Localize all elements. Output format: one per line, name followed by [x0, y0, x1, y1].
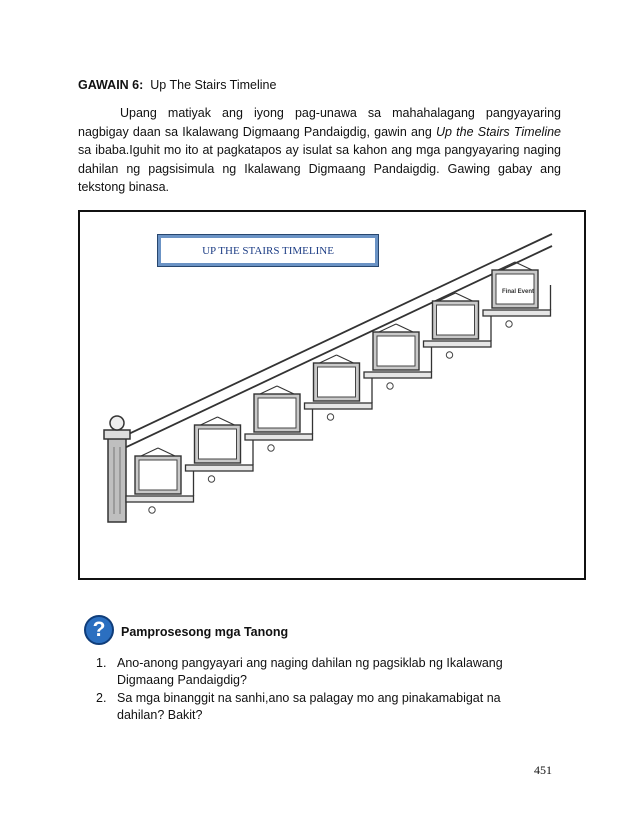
activity-title: Up The Stairs Timeline [150, 78, 277, 92]
stairs-timeline-figure [78, 210, 586, 580]
step-tread [305, 403, 373, 409]
activity-label: GAWAIN 6: [78, 78, 144, 92]
instructions-paragraph [78, 104, 561, 197]
step-marker [208, 476, 214, 482]
question-number: 1. [96, 656, 107, 670]
timeline-frame [195, 417, 241, 463]
step-marker [446, 352, 452, 358]
step-marker [506, 321, 512, 327]
instructions-emphasis: Up the Stairs Timeline [436, 124, 561, 139]
step-marker [327, 414, 333, 420]
timeline-title-box [157, 234, 379, 267]
step-marker [268, 445, 274, 451]
step-tread [126, 496, 194, 502]
step-tread [245, 434, 313, 440]
step-marker [149, 507, 155, 513]
question-text: Sa mga binanggit na sanhi,ano sa palagay mo ang pinakamabigat na dahilan? Bakit? [117, 691, 501, 722]
step-tread [424, 341, 492, 347]
timeline-frame [135, 448, 181, 494]
timeline-title: UP THE STAIRS TIMELINE [161, 238, 375, 263]
instructions-text-2: sa ibaba.Iguhit mo ito at pagkatapos ay isulat sa kahon ang mga pangyayaring naging dahilan ng pagsisimula ng Ikalawang Digmaang Pandaigdig. Gawing gabay ang tekstong binasa. [78, 143, 561, 194]
question-item [96, 690, 536, 724]
page-number: 451 [534, 763, 552, 777]
timeline-frames [135, 262, 538, 494]
questions-heading: Pamprosesong mga Tanong [121, 625, 289, 639]
instructions-text-1: Upang matiyak ang iyong pag-unawa sa mahahalagang pangyayaring nagbigay daan sa Ikalawang Digmaang Pandaigdig, gawin ang [78, 106, 561, 139]
final-event-frame [492, 262, 538, 308]
activity-heading [78, 78, 276, 92]
step-tread [186, 465, 254, 471]
newel-post [104, 416, 130, 522]
step-tread [364, 372, 432, 378]
step-marker [387, 383, 393, 389]
question-text: Ano-anong pangyayari ang naging dahilan ng pagsiklab ng Ikalawang Digmaang Pandaigdig? [117, 656, 503, 687]
step-tread [483, 310, 551, 316]
question-list [96, 655, 536, 725]
timeline-frame [254, 386, 300, 432]
timeline-frame [373, 324, 419, 370]
final-event-label: Final Event [502, 289, 535, 295]
question-item [96, 655, 536, 689]
question-mark-icon: ? [84, 615, 114, 645]
timeline-frame [314, 355, 360, 401]
question-number: 2. [96, 691, 107, 705]
